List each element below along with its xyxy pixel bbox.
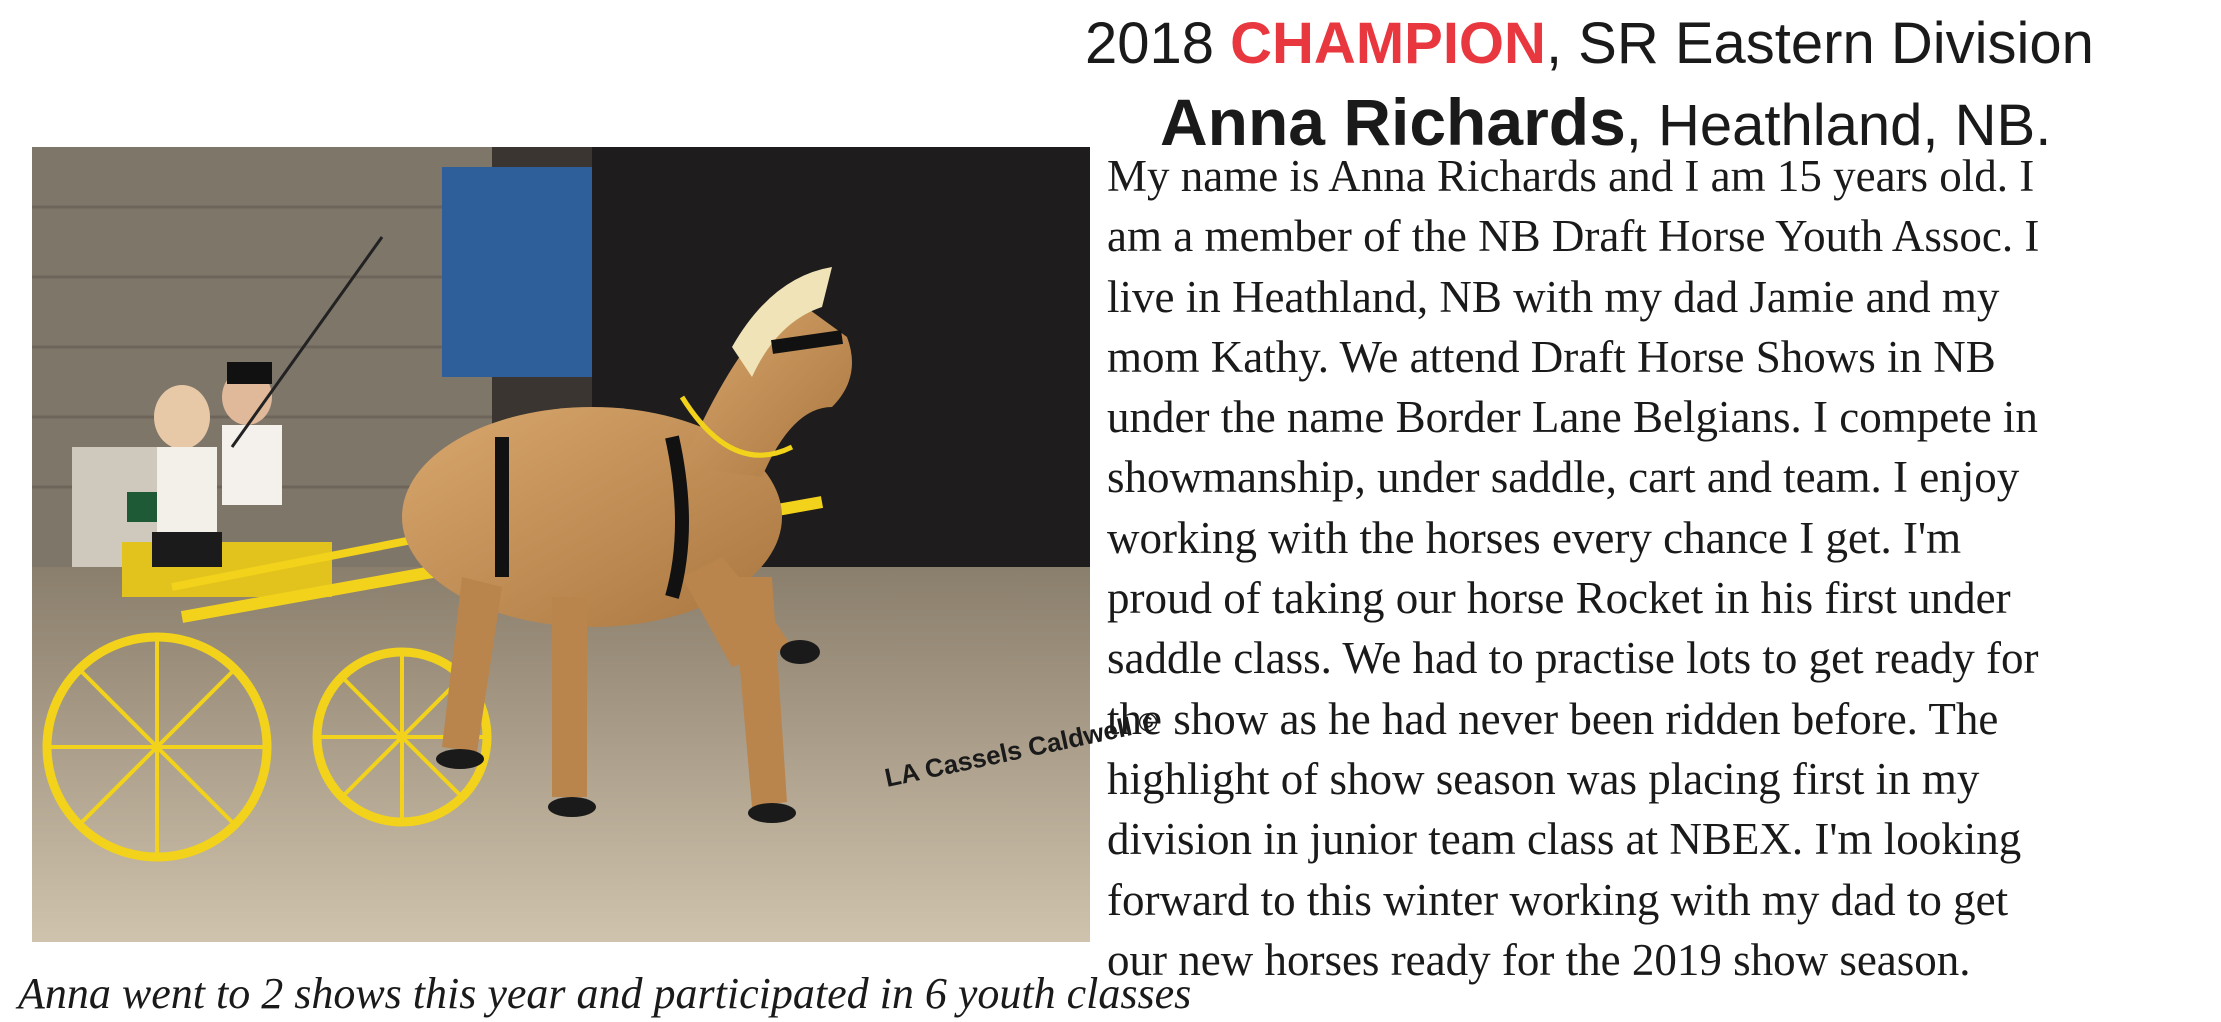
headline-division: , SR Eastern Division <box>1545 11 2094 76</box>
bio-line: mom Kathy. We attend Draft Horse Shows in NB <box>1107 331 1996 382</box>
horse-cart-photo <box>32 147 1161 942</box>
bio-line: under the name Border Lane Belgians. I compete in <box>1107 392 2038 443</box>
bio-line: saddle class. We had to practise lots to get ready for <box>1107 633 2039 684</box>
bio-text <box>1107 146 2207 990</box>
participant-name: Anna Richards <box>1160 85 1626 159</box>
headline-year: 2018 <box>1085 11 1231 76</box>
bio-line: showmanship, under saddle, cart and team. I enjoy <box>1107 452 2020 503</box>
bio-line: My name is Anna Richards and I am 15 years old. I <box>1107 151 2035 201</box>
bio-line: highlight of show season was placing first in my <box>1107 753 1980 804</box>
bio-line: working with the horses every chance I get. I'm <box>1107 512 1962 563</box>
participant-location: , Heathland, NB. <box>1625 93 2052 158</box>
bio-line: forward to this winter working with my dad to get <box>1107 874 2009 925</box>
photo-illustration <box>32 147 1161 942</box>
bio-line: live in Heathland, NB with my dad Jamie and my <box>1107 271 2000 322</box>
bio-line: division in junior team class at NBEX. I'm looking <box>1107 814 2022 865</box>
bio-line: proud of taking our horse Rocket in his first under <box>1107 573 2011 624</box>
bio-line: our new horses ready for the 2019 show season. <box>1107 934 1971 985</box>
bio-line: am a member of the NB Draft Horse Youth Assoc. I <box>1107 211 2040 262</box>
headline <box>1085 6 2205 82</box>
photo-caption: Anna went to 2 shows this year and participated in 6 youth classes <box>18 969 1192 1018</box>
headline-champion: CHAMPION <box>1230 11 1546 76</box>
bio-line: the show as he had never been ridden before. The <box>1107 693 1999 744</box>
photo-watermark: LA Cassels Caldwell © <box>882 705 1161 793</box>
